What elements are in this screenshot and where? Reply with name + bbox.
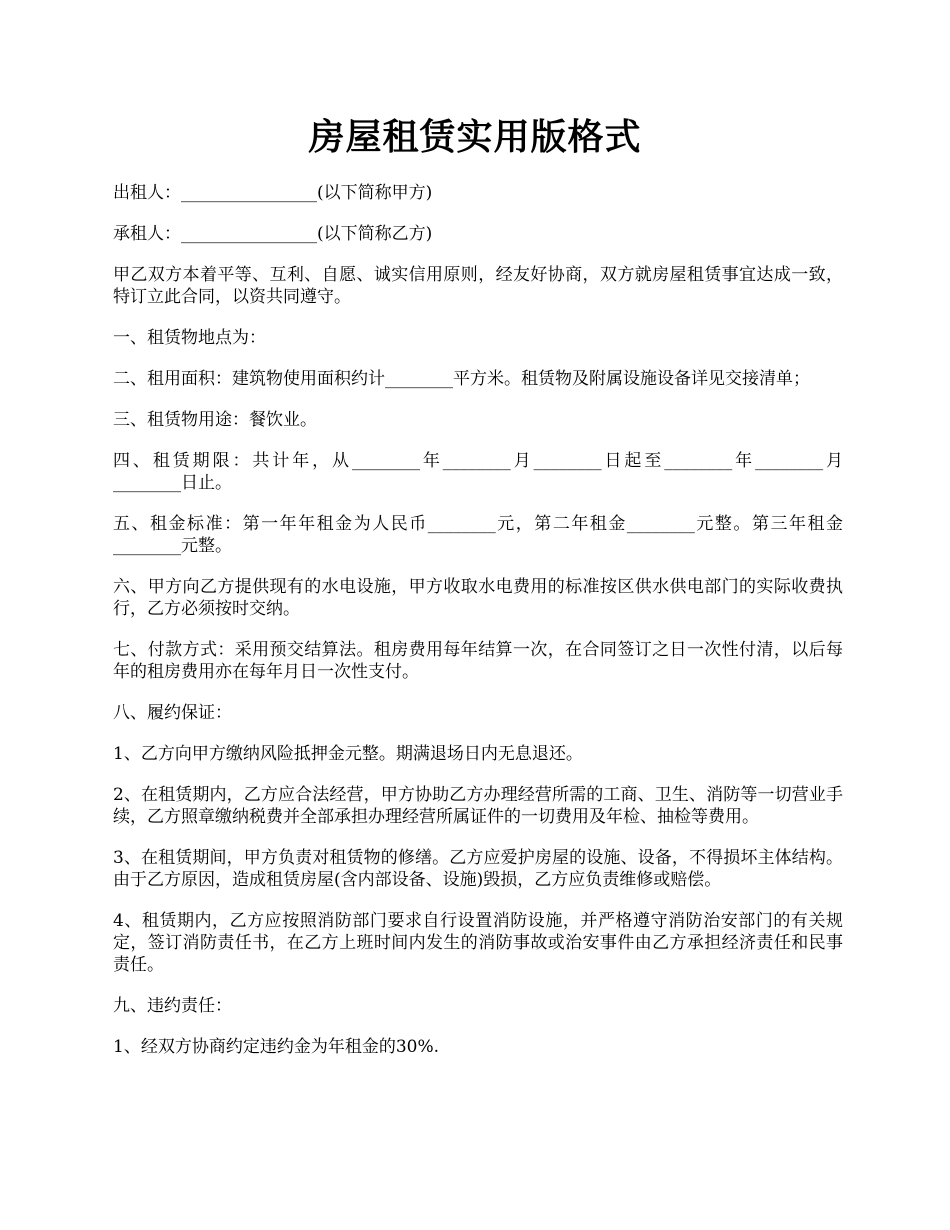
paragraph-preamble: 甲乙双方本着平等、互利、自愿、诚实信用原则，经友好协商，双方就房屋租赁事宜达成一致，特订立此合同，以资共同遵守。	[113, 265, 843, 307]
paragraph-clause-9-item-1: 1、经双方协商约定违约金为年租金的30%.	[113, 1037, 440, 1057]
paragraph-lessor: 出租人：________________(以下简称甲方)	[113, 183, 433, 203]
paragraph-clause-1: 一、租赁物地点为：	[113, 328, 266, 348]
paragraph-clause-8-item-3: 3、在租赁期间，甲方负责对租赁物的修缮。乙方应爱护房屋的设施、设备，不得损坏主体结构。由于乙方原因，造成租赁房屋(含内部设备、设施)毁损，乙方应负责维修或赔偿。	[113, 848, 843, 890]
paragraph-clause-2: 二、租用面积：建筑物使用面积约计________平方米。租赁物及附属设施设备详见交接清单；	[113, 369, 810, 389]
document-title: 房屋租赁实用版格式	[308, 116, 642, 158]
paragraph-clause-8-item-1: 1、乙方向甲方缴纳风险抵押金元整。期满退场日内无息退还。	[113, 744, 583, 764]
paragraph-clause-3: 三、租赁物用途：餐饮业。	[113, 410, 317, 430]
document-body	[113, 182, 843, 1077]
paragraph-clause-5: 五、租金标准：第一年年租金为人民币________元，第二年租金________元整。第三年租金________元整。	[113, 514, 843, 556]
paragraph-clause-6: 六、甲方向乙方提供现有的水电设施，甲方收取水电费用的标准按区供水供电部门的实际收费执行，乙方必须按时交纳。	[113, 577, 843, 619]
paragraph-clause-8-item-4: 4、租赁期内，乙方应按照消防部门要求自行设置消防设施，并严格遵守消防治安部门的有关规定，签订消防责任书，在乙方上班时间内发生的消防事故或治安事件由乙方承担经济责任和民事责任。	[113, 911, 843, 975]
paragraph-lessee: 承租人：________________(以下简称乙方)	[113, 224, 433, 244]
paragraph-clause-7: 七、付款方式：采用预交结算法。租房费用每年结算一次，在合同签订之日一次性付清，以后每年的租房费用亦在每年月日一次性支付。	[113, 640, 843, 682]
paragraph-clause-4: 四、租赁期限：共计年，从________年________月________日起至________年________月________日止。	[113, 451, 843, 493]
paragraph-clause-8-item-2: 2、在租赁期内，乙方应合法经营，甲方协助乙方办理经营所需的工商、卫生、消防等一切营业手续，乙方照章缴纳税费并全部承担办理经营所属证件的一切费用及年检、抽检等费用。	[113, 785, 843, 827]
paragraph-clause-8: 八、履约保证：	[113, 703, 232, 723]
paragraph-clause-9: 九、违约责任：	[113, 996, 232, 1016]
